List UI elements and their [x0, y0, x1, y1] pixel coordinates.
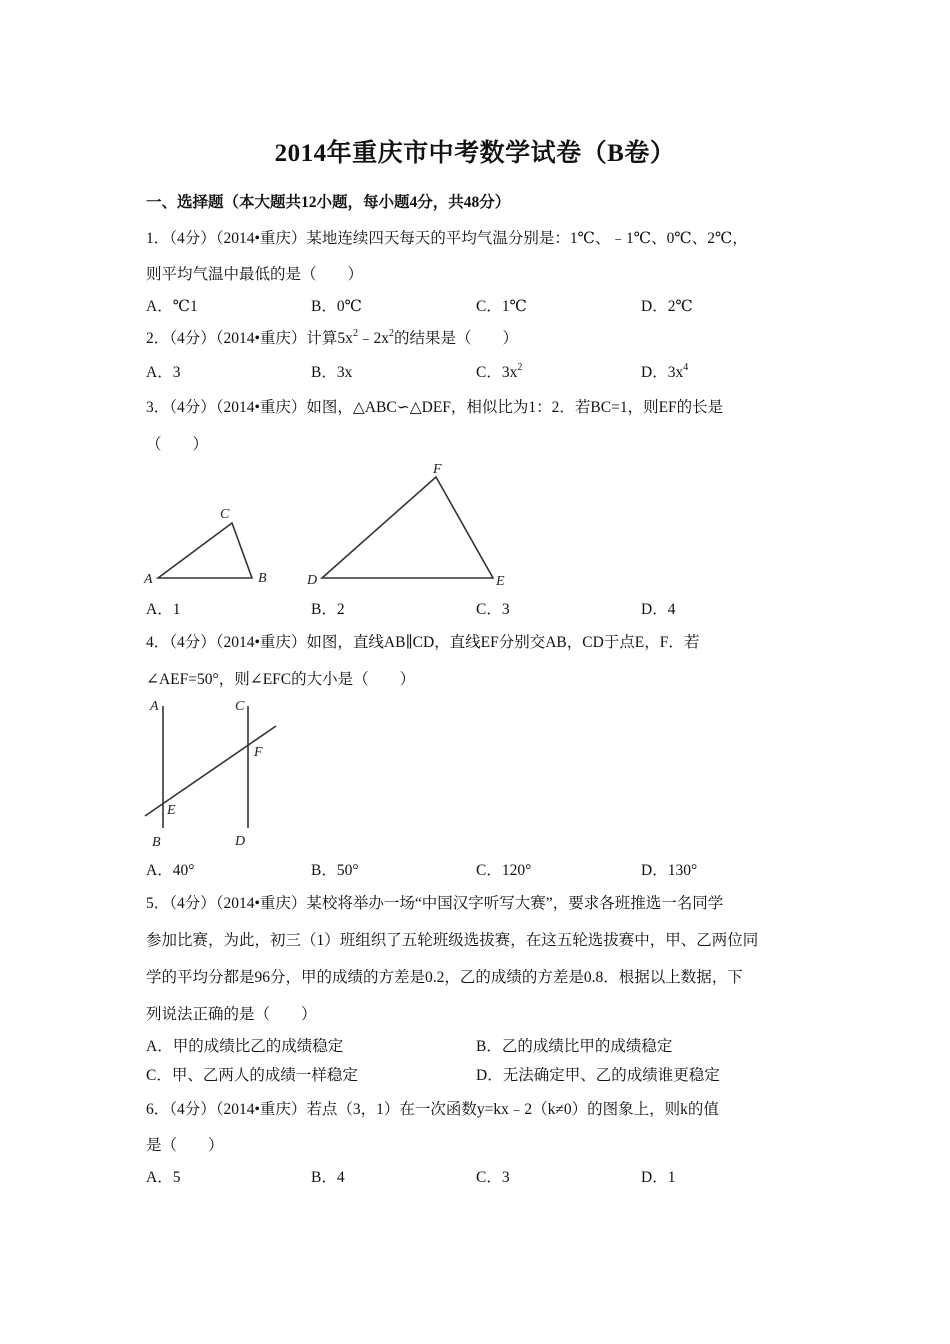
- q5-stem-line3: 学的平均分都是96分，甲的成绩的方差是0.2，乙的成绩的方差是0.8．根据以上数据，下: [146, 969, 743, 986]
- q5-option-a: A．甲的成绩比乙的成绩稳定: [146, 1038, 344, 1055]
- q6-option-a: A．5: [146, 1169, 181, 1186]
- q4-option-c: C．120°: [476, 862, 532, 879]
- q1-stem-line1: 1．（4分）（2014•重庆）某地连续四天每天的平均气温分别是：1℃、﹣1℃、0℃、2℃，: [146, 230, 748, 247]
- triangle-def: [322, 477, 493, 578]
- label-e: E: [496, 574, 505, 589]
- q1-option-a: A．℃1: [146, 298, 198, 315]
- q5-stem-line2: 参加比赛，为此，初三（1）班组织了五轮班级选拔赛，在这五轮选拔赛中，甲、乙两位同: [146, 932, 759, 949]
- label-c: C: [235, 699, 245, 714]
- q6-option-d: D．1: [641, 1169, 676, 1186]
- q2-option-c: C．$3x^2$: [476, 362, 523, 381]
- q1-option-c: C．1℃: [476, 298, 527, 315]
- q3-stem-line1: 3．（4分）（2014•重庆）如图，△ABC∽△DEF，相似比为1：2．若BC=1，则EF的长是: [146, 399, 724, 416]
- q2-stem: 2．（4分）（2014•重庆）计算$5x^2﹣2x^2$的结果是（ ）: [146, 328, 518, 347]
- label-a: A: [150, 699, 159, 714]
- q1-stem-line2: 则平均气温中最低的是（ ）: [146, 266, 364, 283]
- q3-stem-line2: （ ）: [146, 436, 209, 453]
- q3-option-d: D．4: [641, 601, 676, 618]
- q5-option-b: B．乙的成绩比甲的成绩稳定: [476, 1038, 673, 1055]
- q3-option-c: C．3: [476, 601, 510, 618]
- q5-option-c: C．甲、乙两人的成绩一样稳定: [146, 1067, 358, 1084]
- q4-option-b: B．50°: [311, 862, 359, 879]
- q4-option-a: A．40°: [146, 862, 195, 879]
- label-d: D: [235, 834, 246, 849]
- triangle-abc: [158, 523, 252, 578]
- q3-option-b: B．2: [311, 601, 345, 618]
- q6-stem-line2: 是（ ）: [146, 1137, 224, 1154]
- q2-option-b: B．3x: [311, 364, 353, 381]
- q3-similar-triangles-figure: [140, 455, 520, 595]
- q2-option-a: A．3: [146, 364, 181, 381]
- q6-option-c: C．3: [476, 1169, 510, 1186]
- q3-option-a: A．1: [146, 601, 181, 618]
- q6-option-b: B．4: [311, 1169, 345, 1186]
- q4-stem-line2: ∠AEF=50°，则∠EFC的大小是（ ）: [146, 671, 416, 688]
- exam-title: 2014年重庆市中考数学试卷（B卷）: [274, 140, 676, 167]
- q4-stem-line1: 4．（4分）（2014•重庆）如图，直线AB∥CD，直线EF分别交AB，CD于点E，F．若: [146, 634, 700, 651]
- section-heading: 一、选择题（本大题共12小题，每小题4分，共48分）: [146, 194, 511, 211]
- q1-option-b: B．0℃: [311, 298, 362, 315]
- label-e: E: [167, 803, 176, 818]
- q4-option-d: D．130°: [641, 862, 698, 879]
- label-f: F: [254, 745, 263, 760]
- q1-option-d: D．2℃: [641, 298, 693, 315]
- label-b: B: [152, 835, 161, 850]
- q2-option-d: D．$3x^4$: [641, 362, 689, 381]
- label-f: F: [433, 462, 442, 477]
- q5-stem-line4: 列说法正确的是（ ）: [146, 1006, 317, 1023]
- line-ef: [145, 726, 276, 816]
- q5-option-d: D．无法确定甲、乙的成绩谁更稳定: [476, 1067, 720, 1084]
- q5-stem-line1: 5．（4分）（2014•重庆）某校将举办一场“中国汉字听写大赛”，要求各班推选一名同学: [146, 895, 724, 912]
- label-c: C: [220, 507, 230, 522]
- label-b: B: [258, 571, 267, 586]
- q4-parallel-lines-figure: [140, 692, 290, 854]
- q6-stem-line1: 6．（4分）（2014•重庆）若点（3，1）在一次函数y=kx﹣2（k≠0）的图象上，则k的值: [146, 1101, 719, 1118]
- label-d: D: [307, 573, 318, 588]
- label-a: A: [144, 572, 153, 587]
